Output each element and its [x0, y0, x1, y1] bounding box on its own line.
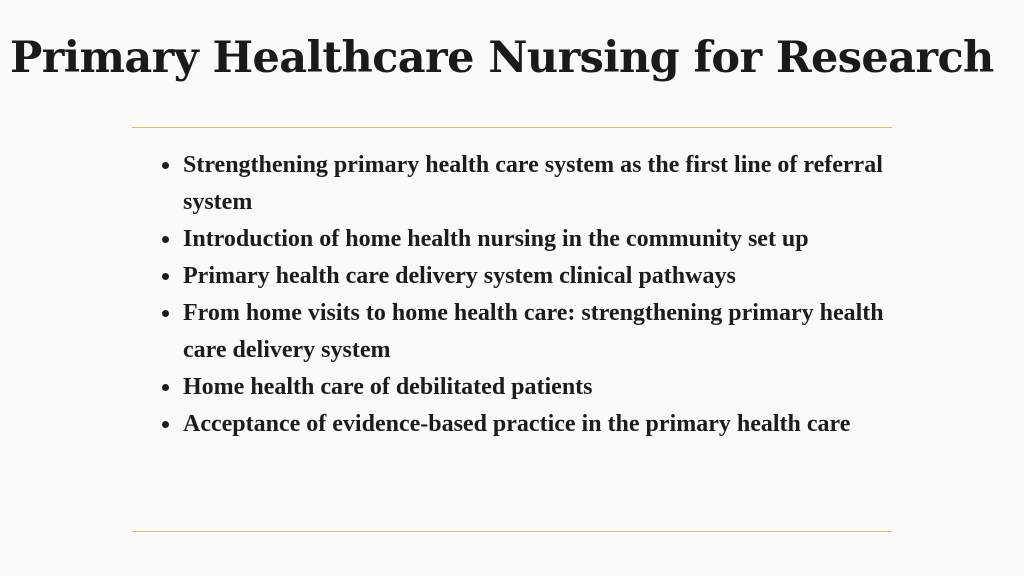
bullet-list: [158, 147, 898, 443]
bullet-dot-icon: [162, 310, 169, 317]
bullet-text: From home visits to home health care: strengthening primary health care delivery system: [183, 300, 884, 363]
bullet-text: Introduction of home health nursing in the community set up: [183, 226, 809, 252]
bullet-dot-icon: [162, 162, 169, 169]
bottom-divider: [132, 531, 892, 532]
bullet-item: [158, 258, 898, 295]
slide-title: Primary Healthcare Nursing for Research: [10, 33, 994, 83]
bullet-dot-icon: [162, 273, 169, 280]
bullet-dot-icon: [162, 384, 169, 391]
bullet-text: Strengthening primary health care system as the first line of referral system: [183, 152, 883, 215]
bullet-text: Home health care of debilitated patients: [183, 374, 593, 400]
bullet-text: Acceptance of evidence-based practice in the primary health care: [183, 411, 851, 437]
bullet-item: [158, 406, 898, 443]
bullet-text: Primary health care delivery system clinical pathways: [183, 263, 736, 289]
bullet-item: [158, 147, 898, 221]
bullet-dot-icon: [162, 421, 169, 428]
bullet-dot-icon: [162, 236, 169, 243]
bullet-item: [158, 295, 898, 369]
top-divider: [132, 127, 892, 128]
bullet-item: [158, 221, 898, 258]
bullet-item: [158, 369, 898, 406]
